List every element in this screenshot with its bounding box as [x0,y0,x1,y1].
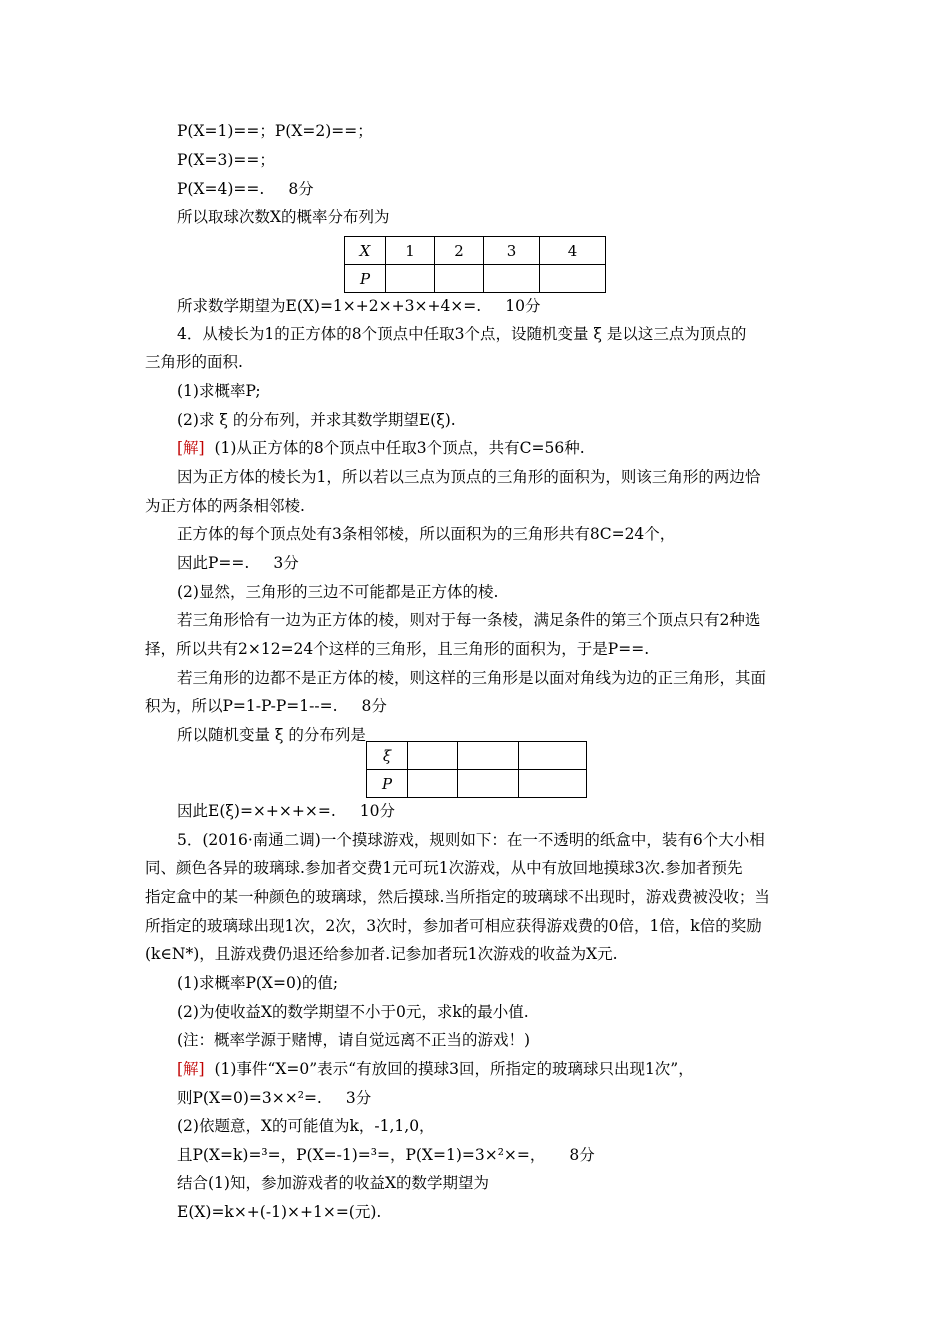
table-cell [540,265,606,293]
problem-heading: 5．(2016·南通二调)一个摸球游戏，规则如下：在一不透明的纸盒中，装有6个大小相 [177,831,765,849]
text-line: P(X=1)==；P(X=2)==； [177,122,373,140]
distribution-table-x [344,236,606,293]
table-cell [408,742,458,770]
text-line: P(X=4)==. 8分 [177,180,314,198]
table-row [367,742,587,770]
table-cell [435,265,484,293]
table-row [345,265,606,293]
text-line: (2)求 ξ 的分布列，并求其数学期望E(ξ). [177,411,456,429]
text-line: 若三角形的边都不是正方体的棱，则这样的三角形是以面对角线为边的正三角形，其面 [177,669,767,687]
text-line: 所指定的玻璃球出现1次，2次，3次时，参加者可相应获得游戏费的0倍，1倍，k倍的奖励 [145,917,762,935]
text-line: 所求数学期望为E(X)=1×+2×+3×+4×=. 10分 [177,297,541,315]
table-cell [386,265,435,293]
text-line: 结合(1)知，参加游戏者的收益X的数学期望为 [177,1174,489,1192]
score-mark: 8分 [288,180,314,198]
table-cell: 2 [435,237,484,265]
text-line: (2)显然，三角形的三边不可能都是正方体的棱. [177,583,499,601]
table-cell: 4 [540,237,606,265]
score-mark: 10分 [359,802,396,820]
score-mark: 8分 [361,697,387,715]
table-row [345,237,606,265]
text-line: (2)依题意，X的可能值为k，-1,1,0， [177,1117,435,1135]
text-line: 则P(X=0)=3××²=. 3分 [177,1089,372,1107]
table-cell [519,742,587,770]
solution-tag: [解] [177,439,205,457]
score-mark: 10分 [505,297,541,315]
text-line: (k∈N*)，且游戏费仍退还给参加者.记参加者玩1次游戏的收益为X元. [145,945,618,963]
text-line: 三角形的面积. [145,353,243,371]
score-mark: 3分 [273,554,299,572]
text-line: 若三角形恰有一边为正方体的棱，则对于每一条棱，满足条件的第三个顶点只有2种选 [177,611,761,629]
text-line: 因此P==. 3分 [177,554,299,572]
score-mark: 3分 [345,1089,372,1107]
table-row [367,770,587,798]
text-line: 为正方体的两条相邻棱. [145,497,305,515]
text-line: 所以取球次数X的概率分布列为 [177,208,390,226]
table-cell: X [345,237,386,265]
table-cell [458,742,519,770]
text-line: 同、颜色各异的玻璃球.参加者交费1元可玩1次游戏，从中有放回地摸球3次.参加者预先 [145,859,743,877]
score-mark: 8分 [569,1146,595,1164]
text-line: (1)求概率P; [177,382,261,400]
table-cell: P [345,265,386,293]
table-cell [519,770,587,798]
problem-heading: 4．从棱长为1的正方体的8个顶点中任取3个点，设随机变量 ξ 是以这三点为顶点的 [177,325,747,343]
text-line: (2)为使收益X的数学期望不小于0元，求k的最小值. [177,1003,529,1021]
text-line: 且P(X=k)=³=，P(X=-1)=³=，P(X=1)=3×²×=， 8分 [177,1146,595,1164]
table-cell: P [367,770,408,798]
table-cell: 1 [386,237,435,265]
text-line: 因为正方体的棱长为1，所以若以三点为顶点的三角形的面积为，则该三角形的两边恰 [177,468,761,486]
table-cell [408,770,458,798]
solution-tag: [解] [177,1060,205,1078]
table-cell: ξ [367,742,408,770]
distribution-table-xi [366,741,587,798]
solution-line: [解] (1)事件“X=0”表示“有放回的摸球3回，所指定的玻璃球只出现1次”， [177,1060,694,1078]
table-cell: 3 [484,237,540,265]
text-line: E(X)=k×+(-1)×+1×=(元). [177,1203,382,1221]
text-line: 正方体的每个顶点处有3条相邻棱，所以面积为的三角形共有8C=24个， [177,525,676,543]
text-line: 因此E(ξ)=×+×+×=. 10分 [177,802,396,820]
text-line: (1)求概率P(X=0)的值; [177,974,339,992]
text-line: (注：概率学源于赌博，请自觉远离不正当的游戏！) [177,1031,531,1049]
text-line: 指定盒中的某一种颜色的玻璃球，然后摸球.当所指定的玻璃球不出现时，游戏费被没收；当 [145,888,770,906]
table-cell [484,265,540,293]
text-line: P(X=3)==； [177,151,275,169]
text-line: 所以随机变量 ξ 的分布列是 [177,726,366,744]
text-line: 积为，所以P=1-P-P=1--=. 8分 [145,697,387,715]
text-line: 择，所以共有2×12=24个这样的三角形，且三角形的面积为，于是P==. [145,640,650,658]
table-cell [458,770,519,798]
solution-line: [解] (1)从正方体的8个顶点中任取3个顶点，共有C=56种. [177,439,585,457]
